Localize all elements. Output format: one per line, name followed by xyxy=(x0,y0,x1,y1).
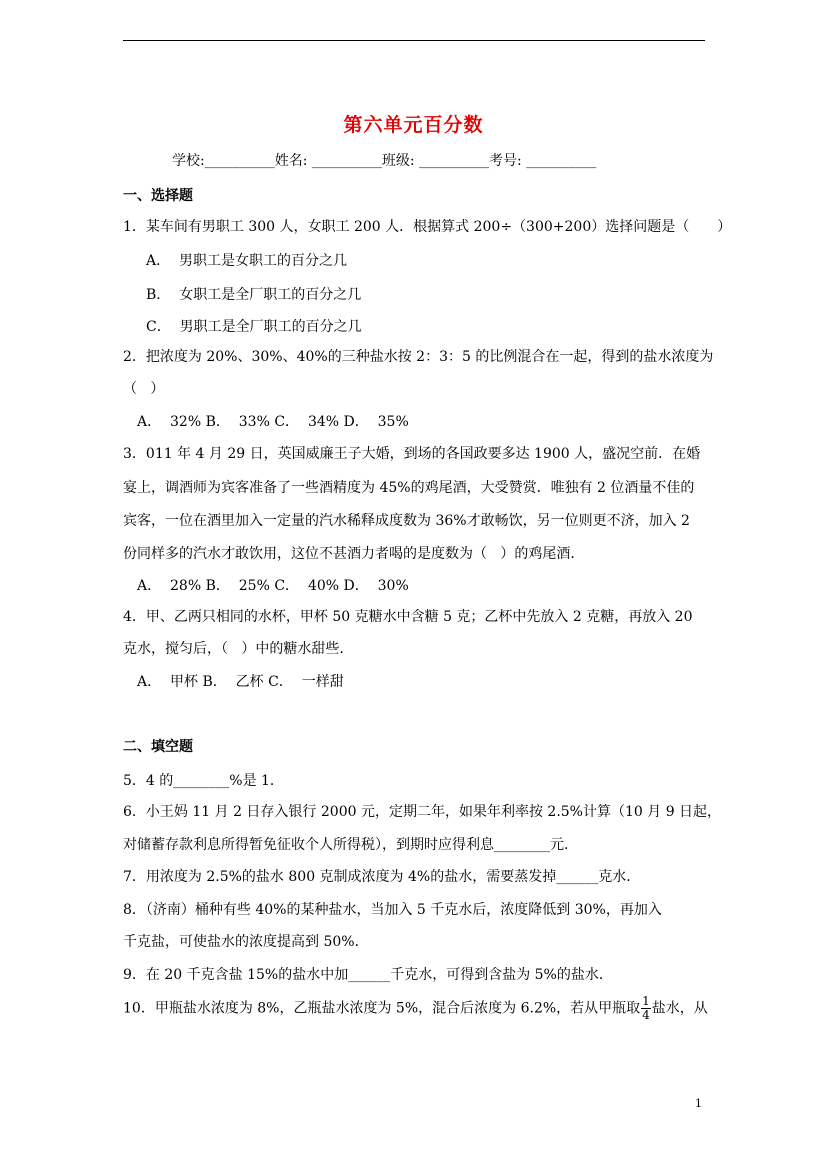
question-1-option-a: A． 男职工是女职工的百分之几 xyxy=(146,253,348,269)
header-rule xyxy=(123,40,705,41)
question-2-options: A． 32% B． 33% C． 34% D． 35% xyxy=(137,414,409,430)
question-5: 5．4 的________%是 1． xyxy=(123,773,284,789)
question-2-stem: （ ） xyxy=(123,381,165,397)
question-3-stem: 份同样多的汽水才敢饮用，这位不甚酒力者喝的是度数为（ ）的鸡尾酒． xyxy=(123,546,585,562)
question-3-stem: 3．011 年 4 月 29 日，英国威廉王子大婚，到场的各国政要多达 1900 人，盛况空前．在婚 xyxy=(123,446,701,462)
question-4-stem: 克水，搅匀后，（ ）中的糖水甜些． xyxy=(123,641,354,657)
section-heading-fill: 二、填空题 xyxy=(123,739,193,755)
student-info-line: 学校:__________姓名: __________班级: __________考号: __________ xyxy=(172,153,597,169)
question-9: 9．在 20 千克含盐 15%的盐水中加______千克水，可得到含盐为 5%的盐水． xyxy=(123,967,613,983)
fraction-one-quarter xyxy=(641,995,651,1022)
page-title: 第六单元百分数 xyxy=(343,114,484,136)
question-8-line: 8．（济南）桶种有些 40%的某种盐水，当加入 5 千克水后，浓度降低到 30%，再加入 xyxy=(123,902,662,918)
question-4-stem: 4．甲、乙两只相同的水杯，甲杯 50 克糖水中含糖 5 克；乙杯中先放入 2 克糖，再放入 20 xyxy=(123,609,693,625)
fraction-numerator: 1 xyxy=(642,994,650,1008)
question-6-line: 6．小王妈 11 月 2 日存入银行 2000 元，定期二年，如果年利率按 2.5%计算（10 月 9 日起， xyxy=(123,804,722,820)
question-10-line xyxy=(123,995,708,1022)
question-4-options: A． 甲杯 B． 乙杯 C． 一样甜 xyxy=(137,674,344,690)
question-7: 7．用浓度为 2.5%的盐水 800 克制成浓度为 4%的盐水，需要蒸发掉______克水． xyxy=(123,869,641,885)
page-number: 1 xyxy=(695,1097,702,1110)
question-2-stem: 2．把浓度为 20%、30%、40%的三种盐水按 2：3：5 的比例混合在一起，得到的盐水浓度为 xyxy=(123,349,714,365)
question-10-text-before: 10．甲瓶盐水浓度为 8%，乙瓶盐水浓度为 5%，混合后浓度为 6.2%，若从甲瓶取 xyxy=(123,1000,641,1017)
question-1-stem: 1．某车间有男职工 300 人，女职工 200 人．根据算式 200÷（300+200）选择问题是（ ） xyxy=(123,219,732,235)
question-1-option-b: B． 女职工是全厂职工的百分之几 xyxy=(146,287,362,303)
question-3-stem: 宾客，一位在酒里加入一定量的汽水稀释成度数为 36%才敢畅饮，另一位则更不济，加入 2 xyxy=(123,513,690,529)
fraction-denominator: 4 xyxy=(642,1008,650,1022)
question-1-option-c: C． 男职工是全厂职工的百分之几 xyxy=(146,319,362,335)
section-heading-choice: 一、选择题 xyxy=(123,188,193,204)
question-3-options: A． 28% B． 25% C． 40% D． 30% xyxy=(137,578,409,594)
question-3-stem: 宴上，调酒师为宾客准备了一些酒精度为 45%的鸡尾酒，大受赞赏．唯独有 2 位酒量不佳的 xyxy=(123,480,695,496)
question-10-text-after: 盐水，从 xyxy=(651,1000,708,1017)
question-8-line: 千克盐，可使盐水的浓度提高到 50%． xyxy=(123,934,369,950)
question-6-line: 对储蓄存款利息所得暂免征收个人所得税），到期时应得利息________元． xyxy=(123,837,578,853)
